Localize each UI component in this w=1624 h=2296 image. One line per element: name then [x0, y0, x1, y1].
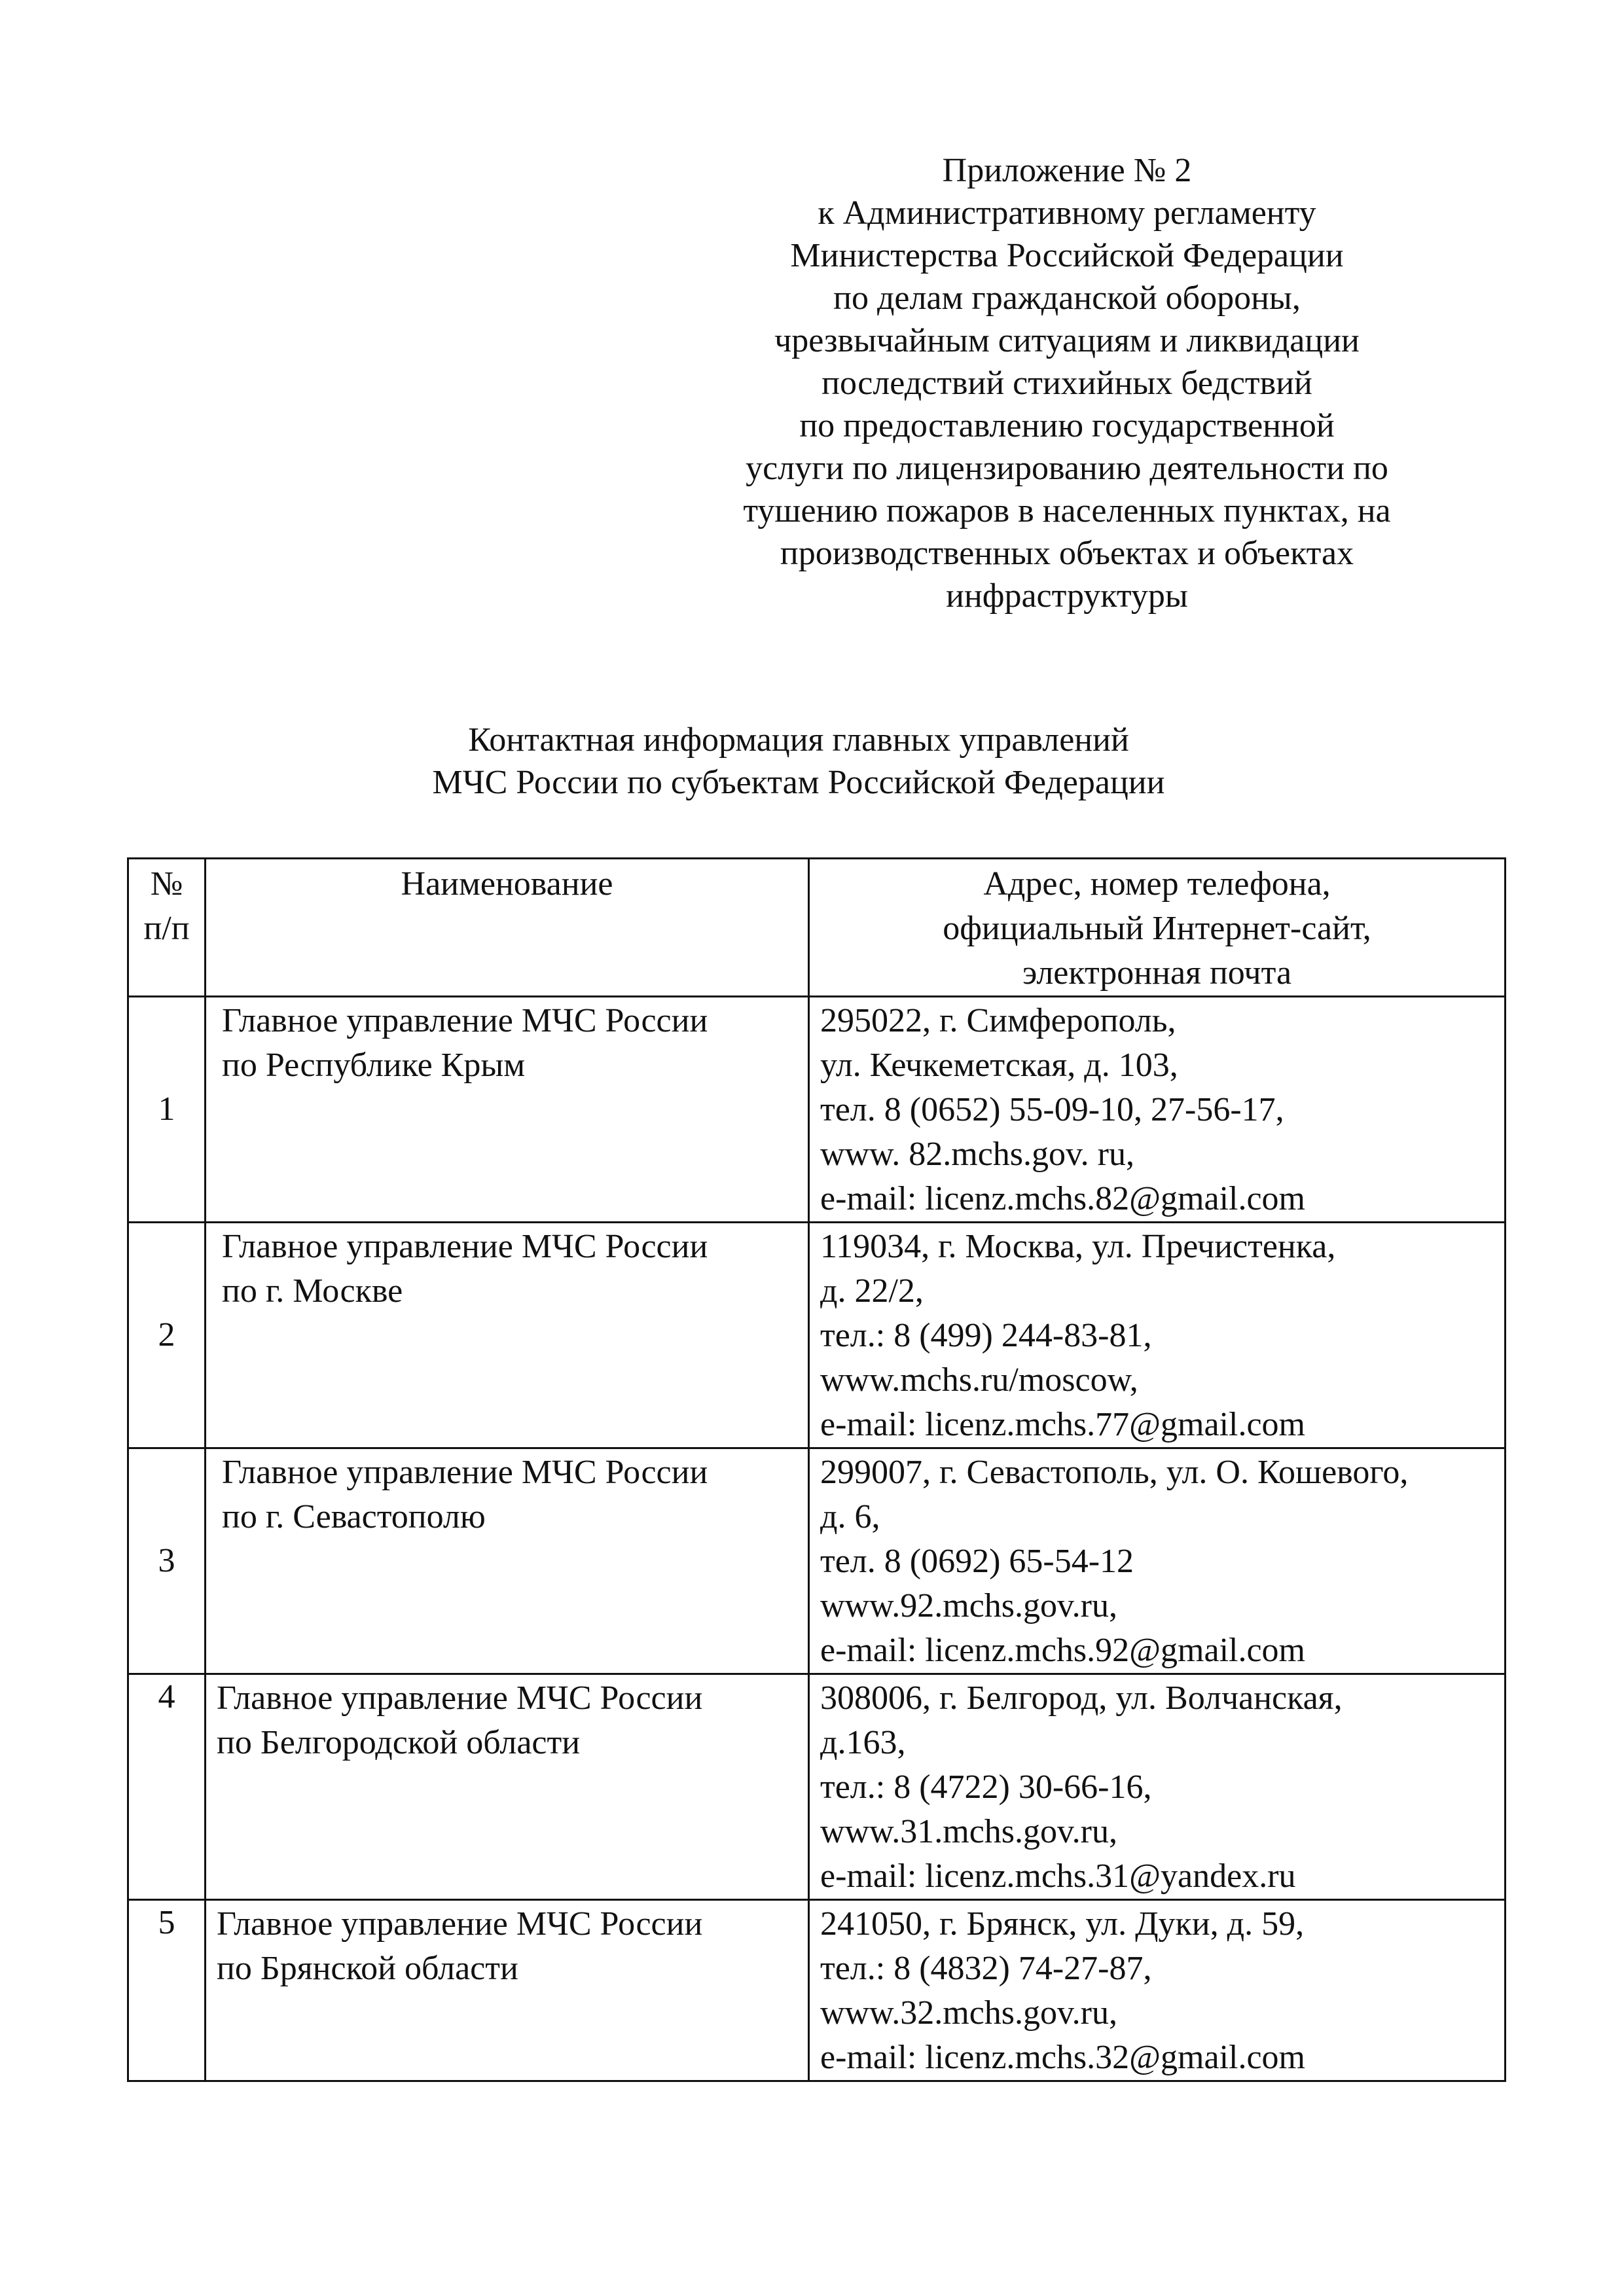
row-number: 2 [128, 1223, 206, 1448]
appendix-line: производственных объектах и объектах [780, 535, 1354, 572]
row-name [206, 1900, 809, 2081]
row-contact-line: д.163, [820, 1724, 906, 1761]
appendix-line: к Административному регламенту [818, 194, 1316, 232]
header-num-line: № [150, 865, 183, 903]
table-row [128, 1448, 1506, 1674]
row-contact-line: 241050, г. Брянск, ул. Дуки, д. 59, [820, 1905, 1305, 1943]
row-contact-line: www. 82.mchs.gov. ru, [820, 1136, 1134, 1173]
appendix-line: чрезвычайным ситуациям и ликвидации [774, 322, 1360, 359]
row-contact-line: тел. 8 (0692) 65-54-12 [820, 1543, 1134, 1580]
row-contact [809, 1448, 1506, 1674]
row-contact-line: ул. Кечкеметская, д. 103, [820, 1047, 1178, 1084]
appendix-line: инфраструктуры [946, 577, 1188, 615]
row-number: 5 [128, 1900, 206, 2081]
row-contact-line: e-mail: licenz.mchs.32@gmail.com [820, 2039, 1305, 2076]
appendix-line: услуги по лицензированию деятельности по [746, 450, 1388, 487]
appendix-line: Министерства Российской Федерации [790, 237, 1344, 274]
row-contact-line: e-mail: licenz.mchs.31@yandex.ru [820, 1857, 1296, 1895]
contacts-table [127, 857, 1506, 2082]
row-contact [809, 997, 1506, 1223]
row-contact-line: 308006, г. Белгород, ул. Волчанская, [820, 1679, 1343, 1717]
row-contact-line: д. 22/2, [820, 1272, 924, 1310]
row-number: 4 [128, 1674, 206, 1900]
header-num [128, 859, 206, 997]
row-contact [809, 1674, 1506, 1900]
row-contact-line: тел.: 8 (4832) 74-27-87, [820, 1950, 1152, 1987]
table-row [128, 1223, 1506, 1448]
row-contact-line: д. 6, [820, 1498, 880, 1535]
row-contact-line: 295022, г. Симферополь, [820, 1002, 1176, 1039]
appendix-line: последствий стихийных бедствий [821, 365, 1312, 402]
table-row [128, 1900, 1506, 2081]
row-contact-line: www.31.mchs.gov.ru, [820, 1813, 1117, 1850]
row-name-line: по Республике Крым [222, 1047, 526, 1084]
row-name-line: Главное управление МЧС России [222, 1002, 708, 1039]
row-contact-line: 119034, г. Москва, ул. Пречистенка, [820, 1228, 1336, 1265]
row-contact-line: www.92.mchs.gov.ru, [820, 1587, 1117, 1624]
row-contact-line: тел.: 8 (499) 244-83-81, [820, 1317, 1152, 1354]
row-name-line: по г. Москве [222, 1272, 403, 1310]
header-name-label: Наименование [401, 865, 613, 903]
row-contact-line: тел.: 8 (4722) 30-66-16, [820, 1768, 1152, 1806]
row-name-line: по г. Севастополю [222, 1498, 486, 1535]
header-name [206, 859, 809, 997]
row-number: 3 [128, 1448, 206, 1674]
document-title [275, 719, 1322, 804]
row-contact-line: www.32.mchs.gov.ru, [820, 1994, 1117, 2032]
header-contact-line: официальный Интернет-сайт, [943, 910, 1371, 947]
appendix-line: тушению пожаров в населенных пунктах, на [743, 492, 1391, 529]
header-contact-line: электронная почта [1022, 954, 1292, 992]
appendix-line: Приложение № 2 [942, 152, 1192, 189]
row-name-line: Главное управление МЧС России [222, 1454, 708, 1491]
row-name [206, 1223, 809, 1448]
row-contact [809, 1223, 1506, 1448]
header-num-line: п/п [143, 910, 190, 947]
header-contact-line: Адрес, номер телефона, [983, 865, 1331, 903]
table-row [128, 997, 1506, 1223]
row-contact-line: 299007, г. Севастополь, ул. О. Кошевого, [820, 1454, 1409, 1491]
appendix-header [674, 149, 1460, 617]
row-name [206, 1448, 809, 1674]
row-name-line: по Брянской области [217, 1950, 518, 1987]
title-line: МЧС России по субъектам Российской Федерации [432, 764, 1165, 801]
row-name-line: Главное управление МЧС России [217, 1905, 703, 1943]
row-contact-line: e-mail: licenz.mchs.82@gmail.com [820, 1180, 1305, 1217]
appendix-line: по делам гражданской обороны, [833, 279, 1301, 317]
header-contact [809, 859, 1506, 997]
table-row [128, 1674, 1506, 1900]
appendix-line: по предоставлению государственной [799, 407, 1335, 444]
title-line: Контактная информация главных управлений [468, 721, 1129, 759]
table-header-row [128, 859, 1506, 997]
row-contact-line: e-mail: licenz.mchs.92@gmail.com [820, 1632, 1305, 1669]
row-number: 1 [128, 997, 206, 1223]
row-name-line: Главное управление МЧС России [222, 1228, 708, 1265]
row-contact [809, 1900, 1506, 2081]
row-name-line: по Белгородской области [217, 1724, 581, 1761]
row-contact-line: тел. 8 (0652) 55-09-10, 27-56-17, [820, 1091, 1284, 1128]
row-name [206, 1674, 809, 1900]
row-contact-line: www.mchs.ru/moscow, [820, 1361, 1138, 1399]
row-name-line: Главное управление МЧС России [217, 1679, 703, 1717]
row-contact-line: e-mail: licenz.mchs.77@gmail.com [820, 1406, 1305, 1443]
row-name [206, 997, 809, 1223]
